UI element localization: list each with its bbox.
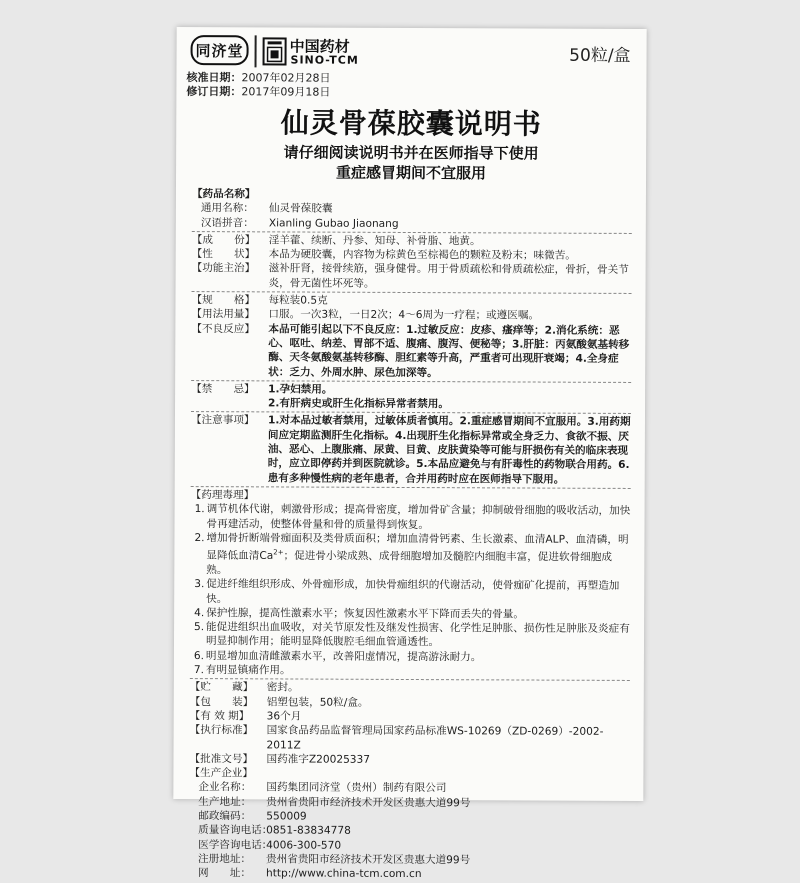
value-contraindication-1: 1.孕妇禁用。 [268,383,333,396]
label-ingredients: 【成 份】 [191,233,256,247]
label-registered-address: 注册地址： [198,852,252,866]
list-item: 有明显镇痛作用。 [205,664,291,677]
value-indications: 滋补肝肾，接骨续筋，强身健骨。用于骨质疏松和骨质疏松症，骨折，骨关节炎，骨无菌性坏死等。 [268,262,629,290]
value-company-name: 国药集团同济堂（贵州）制药有限公司 [266,781,447,795]
list-item: 明显增加血清雌激素水平，改善阳虚情况，提高游泳耐力。 [205,649,482,664]
value-standard: 国家食品药品监督管理局国家药品标准WS-10269（ZD-0269）-2002-2011Z [266,724,604,752]
value-approval-number: 国药准字Z20025337 [266,753,371,766]
label-quality-phone: 质量咨询电话： [198,824,273,837]
revision-date-value: 2017年09月18日 [241,85,331,99]
value-contraindication-2: 2.有肝病史或肝生化指标异常者禁用。 [268,397,449,411]
advisory-line-2: 重症感冒期间不宜服用 [335,163,487,183]
label-validity: 【有 效 期】 [189,709,250,723]
header [190,35,634,73]
list-item-number: 1. [194,503,205,516]
list-item-number: 5. [194,621,205,634]
tongjitang-logo: 同济堂 [191,35,249,65]
list-item: 促进纤维组织形成、外骨痂形成，加快骨痂组织的代谢活动，使骨痂矿化提前，再塑造加快。 [206,578,620,605]
sino-tcm-logo-icon [263,37,287,65]
label-approval-number: 【批准文号】 [189,752,254,766]
document-title: 仙灵骨葆胶囊说明书 [280,106,542,141]
label-company-name: 企业名称： [198,781,252,794]
list-item-number: 6. [193,649,205,662]
label-dosage: 【用法用量】 [191,308,256,321]
label-storage: 【贮 藏】 [189,681,254,694]
label-postcode: 邮政编码： [198,810,252,823]
list-item: 增加骨折断端骨痂面积及类骨质面积；增加血清骨钙素、生长激素、血清ALP、血清磷，明显降低血清$Ca^{2+}$；促进骨小梁成熟、成骨细胞增加及髓腔内细胞丰富，促进软骨细胞成熟。 [206,531,629,577]
label-properties: 【性 状】 [191,248,256,261]
value-validity: 36个月 [266,710,302,723]
pharmacology-list [190,502,631,679]
value-website: http://www.china-tcm.com.cn [265,867,422,881]
label-pinyin: 汉语拼音： [200,216,254,229]
value-properties: 本品为硬胶囊，内容物为棕黄色至棕褐色的颗粒及粉末；味微苦。 [268,248,576,262]
value-pinyin: Xianling Gubao Jiaonang [268,216,399,230]
label-precautions: 【注意事项】 [190,414,255,427]
value-registered-address: 贵州省贵阳市经济技术开发区贵惠大道99号 [266,853,471,867]
value-packaging: 铝塑包装，50粒/盒。 [266,696,369,709]
list-item: 能促进组织出血吸收，对关节原发性及继发性损害、化学性足肿胀、损伤性足肿胀及炎症有明显抑制作用；能明显降低腹腔毛细血管通透性。 [205,621,630,649]
list-item-number: 3. [194,578,205,591]
label-website: 网 址： [197,867,251,880]
list-item: 保护性腺，提高性激素水平；恢复因性激素水平下降而丢失的骨量。 [206,606,524,621]
revision-date-label: 修订日期： [186,85,242,99]
label-standard: 【执行标准】 [189,724,254,737]
value-dosage: 口服。一次3粒，一日2次；4～6周为一疗程；或遵医嘱。 [268,308,540,322]
label-manufacturer: 【生产企业】 [189,767,254,780]
value-specification: 每粒装0.5克 [268,294,328,307]
section-drug-name: 【药品名称】 [191,188,256,201]
approval-date-value: 2007年02月28日 [241,71,331,85]
value-quality-phone: 0851-83834778 [266,824,351,838]
value-common-name: 仙灵骨葆胶囊 [268,202,333,215]
leaflet-sheet [173,27,646,881]
brand-chinese: 中国药材 [289,37,350,56]
package-count: 50粒/盒 [569,45,631,66]
label-production-address: 生产地址： [198,795,252,809]
advisory-line-1: 请仔细阅读说明书并在医师指导下使用 [283,143,539,163]
list-item-number: 4. [194,606,205,619]
approval-date-label: 核准日期： [186,71,242,85]
value-adverse-reactions: 本品可能引起以下不良反应：1.过敏反应：皮疹、瘙痒等；2.消化系统：恶心、呕吐、纳差、胃部不适、腹痛、腹泻、便秘等；3.肝脏：丙氨酸氨基转移酶、天冬氨酸氨基转移酶、胆红素等升高，严重者可出现肝衰竭；4.全身症状：乏力、外周水肿、尿色加深等。 [268,323,630,379]
label-packaging: 【包 装】 [189,695,254,708]
value-medical-phone: 4006-300-570 [266,838,342,852]
value-precautions: 1.对本品过敏者禁用，过敏体质者慎用。2.重症感冒期间不宜服用。3.用药期间应定期监测肝生化指标。4.出现肝生化指标异常或全身乏力、食欲不振、厌油、恶心、上腹胀痛、尿黄、目黄、皮肤黄染等可能与肝损伤有关的临床表现时，应立即停药并到医院就诊。5.本品应避免与有肝毒性的药物联合用药。6.患有多种慢性病的老年患者，合并用药时应在医师指导下服用。 [267,414,631,486]
label-contraindications: 【禁 忌】 [191,382,255,396]
list-item-number: 2. [194,531,205,544]
value-production-address: 贵州省贵阳市经济技术开发区贵惠大道99号 [266,796,471,809]
list-item: 调节机体代谢，刺激骨形成；提高骨密度，增加骨矿含量；抑制破骨细胞的吸收活动，加快骨再建活动，使整体骨量和骨的质量得到恢复。 [206,503,631,531]
revision-dates [186,71,330,100]
label-adverse-reactions: 【不良反应】 [191,322,255,335]
value-ingredients: 淫羊藿、续断、丹参、知母、补骨脂、地黄。 [268,234,481,248]
label-indications: 【功能主治】 [191,262,256,275]
label-specification: 【规 格】 [191,294,256,307]
label-medical-phone: 医学咨询电话： [198,838,273,851]
label-common-name: 通用名称： [200,202,254,215]
leaflet-body [189,187,632,882]
value-storage: 密封。 [266,681,299,694]
label-pharmacology: 【药理毒理】 [190,488,255,502]
list-item-number: 7. [193,664,205,677]
value-postcode: 550009 [266,810,307,823]
header-divider [255,35,257,67]
brand-english: SINO-TCM [290,53,359,67]
